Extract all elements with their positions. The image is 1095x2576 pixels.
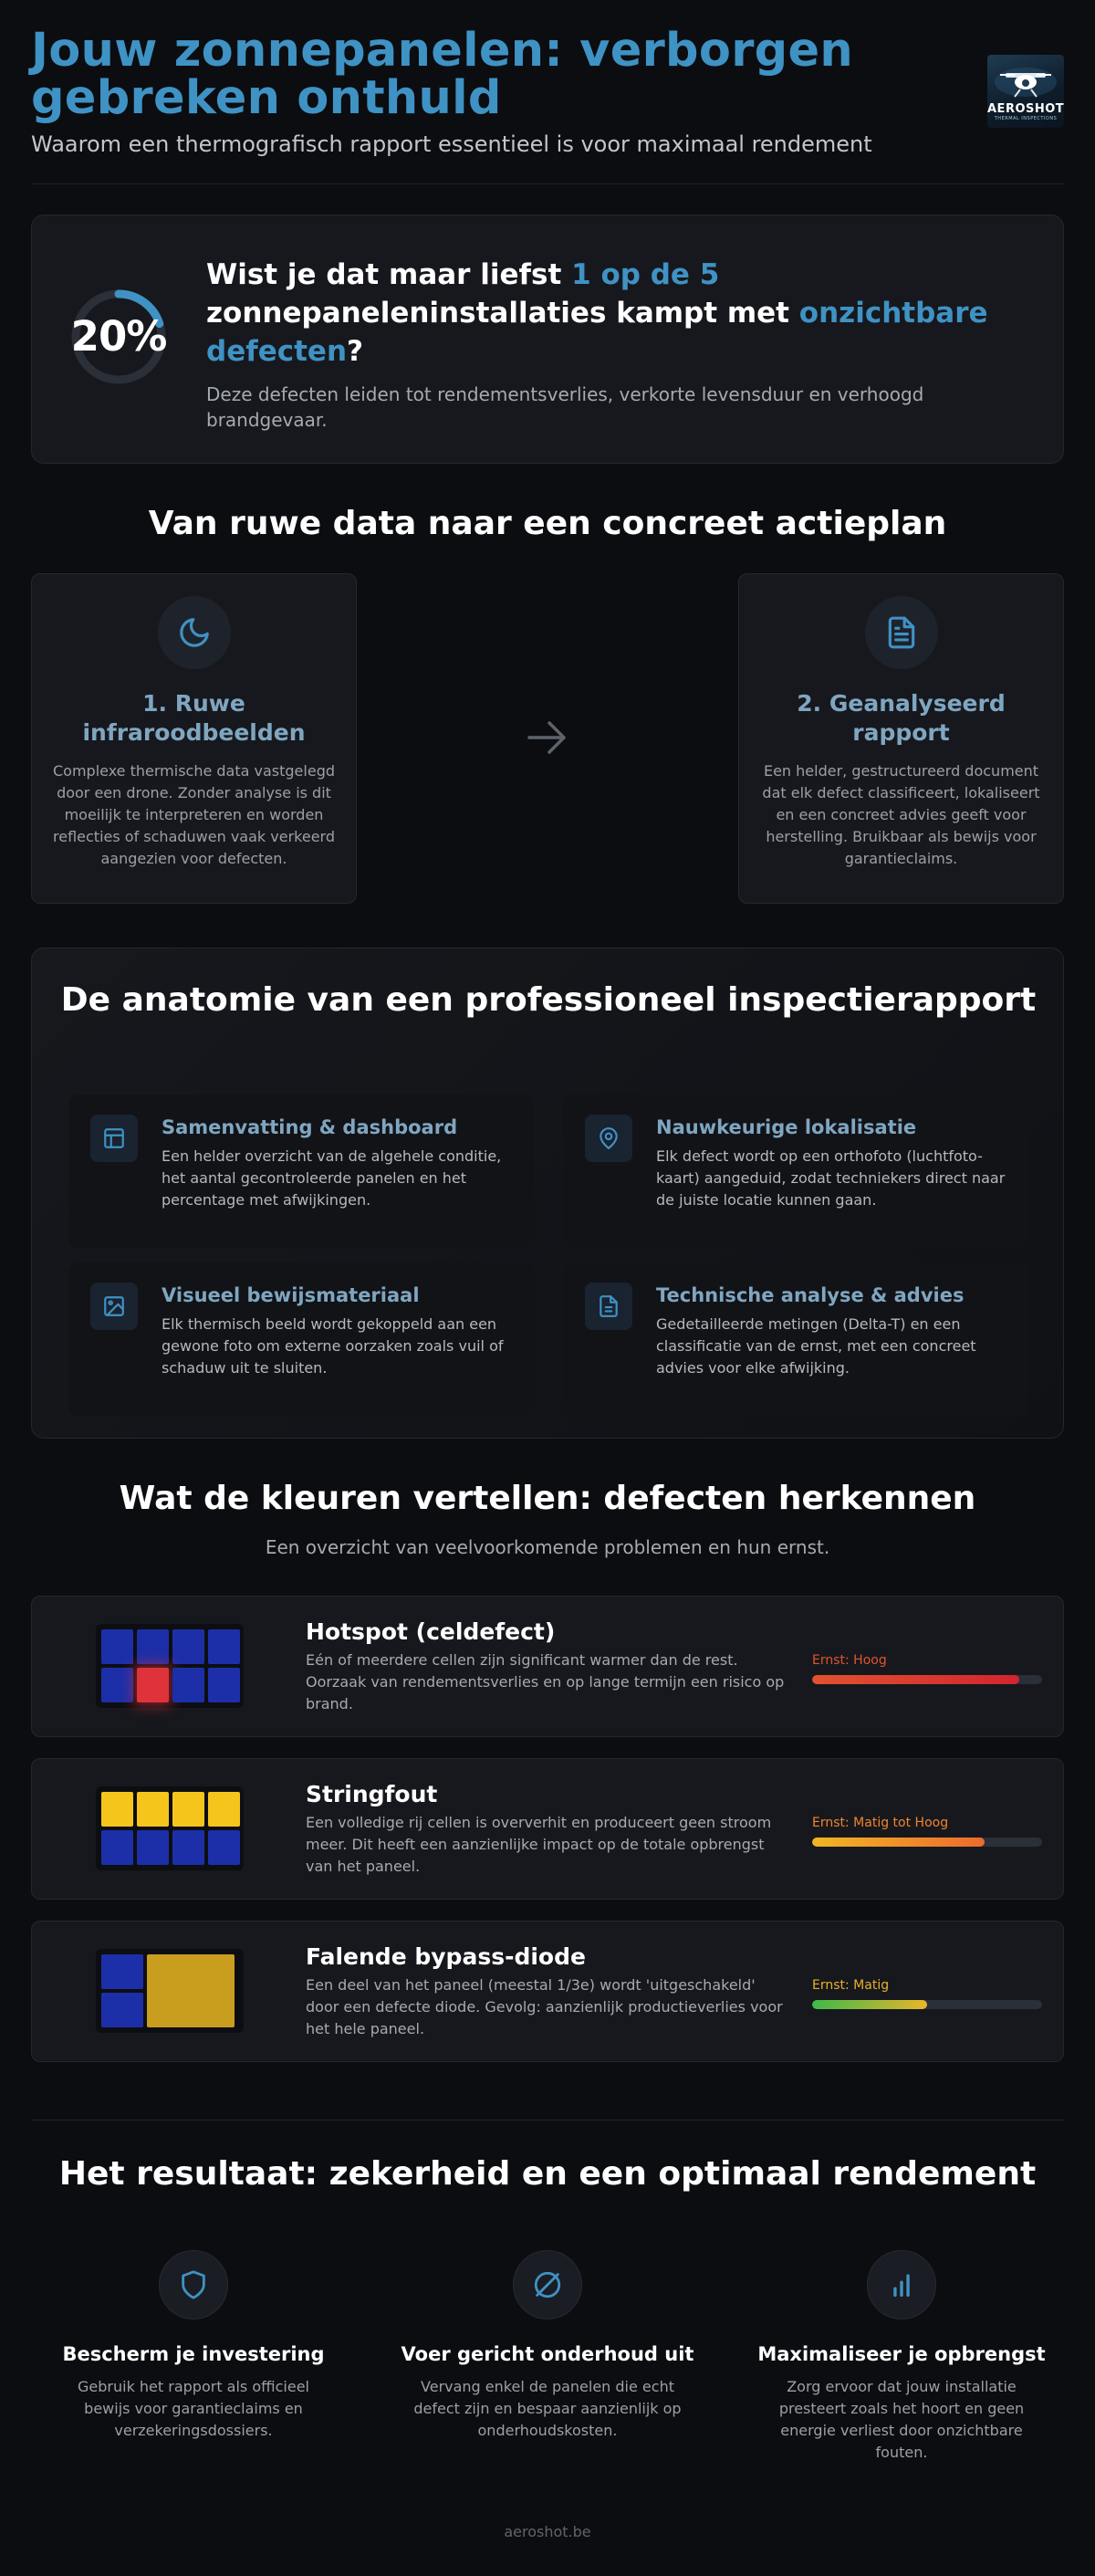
- document-icon: [865, 596, 938, 669]
- result-title: Maximaliseer je opbrengst: [757, 2343, 1046, 2365]
- process-title: Van ruwe data naar een concreet actieplan: [148, 505, 947, 542]
- file-text-icon: [585, 1283, 632, 1330]
- severity-bar-fill: [812, 1675, 1019, 1684]
- logo-tagline: THERMAL INSPECTIONS: [994, 116, 1058, 121]
- anatomy-item-visual: [68, 1262, 534, 1416]
- anatomy-item-title: Technische analyse & advies: [656, 1284, 965, 1306]
- percentage-value: 20%: [70, 312, 167, 361]
- diode-panel-visual: [96, 1949, 244, 2033]
- anatomy-item-title: Visueel bewijsmateriaal: [162, 1284, 420, 1306]
- result-item-maintenance: [383, 2250, 712, 2442]
- process-step-title: 2. Geanalyseerd rapport: [797, 690, 1006, 746]
- severity-bar-fill: [812, 1838, 985, 1847]
- severity-label: Ernst: Matig: [812, 1978, 890, 1993]
- defect-card-diode: [31, 1921, 1064, 2062]
- severity-bar: [812, 1675, 1042, 1684]
- process-step-report: [738, 573, 1064, 904]
- result-description: Zorg ervoor dat jouw installatie presteert zoals het hoort en geen energie verliest door onzichtbare fouten.: [778, 2378, 1025, 2461]
- stat-headline: Wist je dat maar liefst 1 op de 5 zonnepaneleninstallaties kampt met onzichtbare defecten?: [206, 258, 988, 368]
- severity-bar-fill: [812, 2000, 927, 2009]
- stat-highlight: 1 op de 5: [571, 258, 720, 291]
- logo-wordmark: AEROSHOT: [987, 102, 1064, 116]
- process-step-title: 1. Ruwe infraroodbeelden: [82, 690, 306, 746]
- defects-title: Wat de kleuren vertellen: defecten herkennen: [119, 1480, 976, 1517]
- result-description: Vervang enkel de panelen die echt defect zijn en bespaar aanzienlijk op onderhoudskosten.: [413, 2378, 682, 2439]
- percentage-ring: [68, 287, 169, 387]
- result-title: Bescherm je investering: [62, 2343, 325, 2365]
- image-icon: [90, 1283, 138, 1330]
- page-title: Jouw zonnepanelen: verborgen gebreken onthuld: [31, 24, 853, 125]
- anatomy-item-analysis: [563, 1262, 1028, 1416]
- anatomy-title: De anatomie van een professioneel inspectierapport: [60, 981, 1037, 1019]
- stat-description: Deze defecten leiden tot rendementsverlies, verkorte levensduur en verhoogd brandgevaar.: [206, 383, 924, 431]
- results-title: Het resultaat: zekerheid en een optimaal rendement: [58, 2155, 1037, 2193]
- severity-label: Ernst: Matig tot Hoog: [812, 1816, 949, 1830]
- string-panel-visual: [96, 1786, 244, 1870]
- stat-highlight: onzichtbare defecten: [206, 297, 988, 368]
- anatomy-item-title: Samenvatting & dashboard: [162, 1116, 458, 1138]
- process-step-description: Complexe thermische data vastgelegd door een drone. Zonder analyse is dit moeilijk te interpreteren en worden reflecties of schaduwen vaak verkeerd aangezien voor defecten.: [52, 762, 335, 867]
- shield-icon: [159, 2250, 228, 2319]
- defect-card-string: [31, 1758, 1064, 1900]
- anatomy-item-description: Gedetailleerde metingen (Delta-T) en een classificatie van de ernst, met een concreet advies voor elke afwijking.: [656, 1315, 976, 1377]
- defect-card-hotspot: [31, 1596, 1064, 1737]
- defect-description: Eén of meerdere cellen zijn significant warmer dan de rest. Oorzaak van rendementsverlies en op lange termijn een risico op brand.: [306, 1651, 785, 1712]
- defect-title: Stringfout: [306, 1781, 438, 1807]
- anatomy-item-description: Een helder overzicht van de algehele conditie, het aantal gecontroleerde panelen en het percentage met afwijkingen.: [162, 1147, 502, 1209]
- defect-title: Hotspot (celdefect): [306, 1618, 556, 1645]
- result-item-yield: [737, 2250, 1066, 2464]
- result-item-protect: [29, 2250, 358, 2442]
- moon-icon: [158, 596, 231, 669]
- result-title: Voer gericht onderhoud uit: [401, 2343, 694, 2365]
- tool-crossed-icon: [513, 2250, 582, 2319]
- map-pin-icon: [585, 1115, 632, 1162]
- anatomy-item-description: Elk thermisch beeld wordt gekoppeld aan een gewone foto om externe oorzaken zoals vuil of schaduw uit te sluiten.: [162, 1315, 504, 1377]
- aeroshot-logo[interactable]: [987, 55, 1064, 128]
- stat-card: [31, 215, 1064, 464]
- process-step-description: Een helder, gestructureerd document dat elk defect classificeert, lokaliseert en een concreet advies geeft voor herstelling. Bruikbaar als bewijs voor garantieclaims.: [762, 762, 1040, 867]
- bar-chart-icon: [867, 2250, 936, 2319]
- anatomy-item-description: Elk defect wordt op een orthofoto (luchtfoto-kaart) aangeduid, zodat techniekers direct naar de juiste locatie kunnen gaan.: [656, 1147, 1006, 1209]
- severity-bar: [812, 1838, 1042, 1847]
- dashboard-icon: [90, 1115, 138, 1162]
- footer-link[interactable]: aeroshot.be: [504, 2523, 591, 2540]
- anatomy-item-location: [563, 1094, 1028, 1248]
- header: [31, 0, 1064, 184]
- page-subtitle: Waarom een thermografisch rapport essentieel is voor maximaal rendement: [31, 131, 872, 157]
- result-description: Gebruik het rapport als officieel bewijs voor garantieclaims en verzekeringsdossiers.: [78, 2378, 309, 2439]
- process-step-raw: [31, 573, 357, 904]
- severity-bar: [812, 2000, 1042, 2009]
- severity-label: Ernst: Hoog: [812, 1653, 887, 1668]
- anatomy-panel: [31, 948, 1064, 1439]
- anatomy-item-dashboard: [68, 1094, 534, 1248]
- defects-subtitle: Een overzicht van veelvoorkomende problemen en hun ernst.: [265, 1536, 830, 1558]
- arrow-right-icon: [520, 715, 575, 760]
- defect-description: Een volledige rij cellen is oververhit en produceert geen stroom meer. Dit heeft een aanzienlijke impact op de totale opbrengst van het paneel.: [306, 1814, 772, 1875]
- hotspot-panel-visual: [96, 1624, 244, 1708]
- anatomy-item-title: Nauwkeurige lokalisatie: [656, 1116, 917, 1138]
- defect-description: Een deel van het paneel (meestal 1/3e) wordt 'uitgeschakeld' door een defecte diode. Gevolg: aanzienlijk productieverlies voor het hele paneel.: [306, 1976, 783, 2037]
- defect-title: Falende bypass-diode: [306, 1943, 586, 1970]
